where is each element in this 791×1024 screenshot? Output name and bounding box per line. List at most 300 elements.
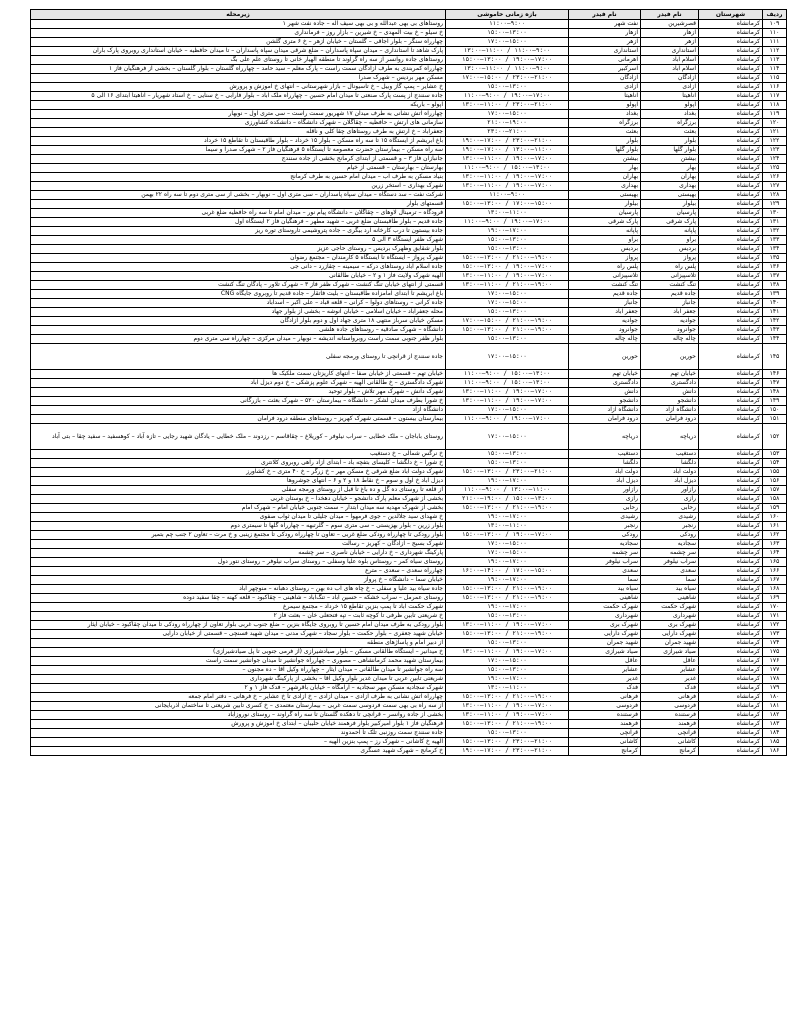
- feeder-cell: سعدی: [569, 567, 641, 576]
- area-cell: بلوار ظفر جنوبی سمت راست روبروآستانه اندیشه – نوبهار – میدان مرکزی – چهارراه سی متری دوم: [31, 335, 446, 344]
- row-number-cell: ۱۵۲: [763, 424, 787, 450]
- time-window-cell: ۱۵:۰۰–۱۳:۰۰ / ۲۱:۰۰–۱۹:۰۰: [446, 504, 569, 513]
- time-window-cell: ۱۳:۰۰–۱۱:۰۰: [446, 522, 569, 531]
- row-number-cell: ۱۴۴: [763, 335, 787, 344]
- row-number-cell: ۱۷۷: [763, 666, 787, 675]
- city-cell: آزادی: [641, 83, 699, 92]
- table-row: [31, 182, 787, 191]
- row-number-cell: ۱۷۸: [763, 675, 787, 684]
- table-row: [31, 540, 787, 549]
- area-cell: شهرک حکمت آباد تا پمپ بنزین تقاطع ۱۵ خرداد – مجتمع سیمرغ: [31, 603, 446, 612]
- area-cell: دانشگاه – شهرک صادقیه – روستاهای جاده هلشی: [31, 326, 446, 335]
- area-cell: از قلعه تا روستای ده گل و ده باغ تا قبل از روستای ورمجه سفلی: [31, 486, 446, 495]
- province-cell: کرمانشاه: [699, 648, 763, 657]
- area-cell: جعفرآباد – خ ارتش به طرف روستاهای چقا کلی و ناقله: [31, 128, 446, 137]
- time-window-cell: ۱۷:۰۰–۱۵:۰۰: [446, 549, 569, 558]
- time-window-cell: ۱۷:۰۰–۱۵:۰۰: [446, 424, 569, 450]
- table-row: [31, 468, 787, 477]
- area-cell: اپولو – باریکه: [31, 101, 446, 110]
- feeder-cell: سما: [569, 576, 641, 585]
- table-header-row: [31, 10, 787, 20]
- feeder-cell: درود فرامان: [569, 415, 641, 424]
- time-window-cell: ۱۵:۰۰–۱۳:۰۰ / ۱۹:۰۰–۱۷:۰۰: [446, 56, 569, 65]
- area-cell: فرهنگیان فاز ۱ بلوار امیرکبیر بلوار فرهمند خیابان حلیبان – ابتدای خ آموزش و پرورش: [31, 720, 446, 729]
- row-number-cell: ۱۸۲: [763, 711, 787, 720]
- table-row: [31, 450, 787, 459]
- city-cell: بهار: [641, 164, 699, 173]
- time-window-cell: ۱۵:۰۰–۱۳:۰۰: [446, 639, 569, 648]
- feeder-cell: بیلوار: [569, 200, 641, 209]
- area-cell: خ شورا بطرف میدان لشکر – دانشگاه – بیمارستان ۵۲۰ – شهرک بعثت – بازرگانی: [31, 397, 446, 406]
- time-window-cell: ۱۵:۰۰–۱۳:۰۰ / ۱۹:۰۰–۱۷:۰۰: [446, 531, 569, 540]
- area-cell: بخشی از شهرک معلم پارک دانشجو – خیابان دهخدا – خ بوستان غربی: [31, 495, 446, 504]
- area-cell: پارکینگ شهرداری – خ دارایی – خیابان ناصری – سر چشمه: [31, 549, 446, 558]
- city-cell: آزادگان: [641, 74, 699, 83]
- feeder-cell: فردوسی: [569, 702, 641, 711]
- time-window-cell: ۱۳:۰۰–۱۱:۰۰ / ۱۹:۰۰–۱۷:۰۰: [446, 388, 569, 397]
- time-window-cell: ۱۳:۰۰–۱۱:۰۰ / ۱۹:۰۰–۱۷:۰۰: [446, 272, 569, 281]
- city-cell: بردیس: [641, 245, 699, 254]
- city-cell: دولت آباد: [641, 468, 699, 477]
- city-cell: قرانچی: [641, 729, 699, 738]
- feeder-cell: فرهانی: [569, 693, 641, 702]
- city-cell: دریاچه: [641, 424, 699, 450]
- city-cell: شهرک دارایی: [641, 630, 699, 639]
- row-number-cell: ۱۷۹: [763, 684, 787, 693]
- time-window-cell: ۱۷:۰۰–۱۵:۰۰: [446, 38, 569, 47]
- city-cell: دانشجو: [641, 397, 699, 406]
- table-row: [31, 648, 787, 657]
- time-window-cell: ۱۱:۰۰–۹:۰۰: [446, 20, 569, 29]
- feeder-cell: پارسیان: [569, 209, 641, 218]
- row-number-cell: ۱۶۱: [763, 522, 787, 531]
- feeder-cell: قرانچی: [569, 729, 641, 738]
- table-row: [31, 684, 787, 693]
- table-row: [31, 585, 787, 594]
- table-row: [31, 747, 787, 756]
- time-window-cell: ۱۵:۰۰–۱۳:۰۰: [446, 245, 569, 254]
- province-cell: کرمانشاه: [699, 245, 763, 254]
- table-row: [31, 137, 787, 146]
- time-window-cell: ۱۵:۰۰–۱۳:۰۰: [446, 83, 569, 92]
- province-cell: کرمانشاه: [699, 576, 763, 585]
- city-cell: سجادیه: [641, 540, 699, 549]
- feeder-cell: بلوار گلها: [569, 146, 641, 155]
- row-number-cell: ۱۵۹: [763, 504, 787, 513]
- area-cell: جاده بیستون تا درب کارخانه آرد بیگری – جاده پتروشیمی تاروستای توره ریز: [31, 227, 446, 236]
- table-row: [31, 83, 787, 92]
- feeder-cell: پلس راه: [569, 263, 641, 272]
- province-cell: کرمانشاه: [699, 281, 763, 290]
- table-row: [31, 379, 787, 388]
- province-cell: کرمانشاه: [699, 173, 763, 182]
- province-cell: کرمانشاه: [699, 639, 763, 648]
- feeder-cell: رازی: [569, 495, 641, 504]
- row-number-cell: ۱۷۶: [763, 657, 787, 666]
- province-cell: کرمانشاه: [699, 738, 763, 747]
- row-number-cell: ۱۳۲: [763, 227, 787, 236]
- time-window-cell: ۱۹:۰۰–۱۷:۰۰ / ۲۳:۰۰–۲۱:۰۰: [446, 747, 569, 756]
- table-row: [31, 388, 787, 397]
- row-number-cell: ۱۲۳: [763, 146, 787, 155]
- header-feeder: نام فیدر: [569, 10, 641, 20]
- province-cell: کرمانشاه: [699, 495, 763, 504]
- feeder-cell: بهداری: [569, 182, 641, 191]
- time-window-cell: ۱۷:۰۰–۱۵:۰۰: [446, 110, 569, 119]
- feeder-cell: سجادیه: [569, 540, 641, 549]
- time-window-cell: ۱۳:۰۰–۱۱:۰۰ / ۲۳:۰۰–۲۱:۰۰: [446, 101, 569, 110]
- time-window-cell: ۱۵:۰۰–۱۳:۰۰ / ۲۳:۰۰–۲۱:۰۰: [446, 468, 569, 477]
- time-window-cell: ۱۷:۰۰–۱۵:۰۰ / ۲۱:۰۰–۱۹:۰۰: [446, 317, 569, 326]
- area-cell: شهرک دادگستری – خ طالقانی الهیه – شهرک علوم پزشکی – خ دوم دیزل آباد: [31, 379, 446, 388]
- city-cell: براو: [641, 236, 699, 245]
- row-number-cell: ۱۱۱: [763, 38, 787, 47]
- area-cell: خیابان شهید جعفری – بلوار حکمت – بلوار سجاد – شهرک مدنی – میدان شهید فسنچی – قسمتی از خیابان دارایی: [31, 630, 446, 639]
- city-cell: چاله چاله: [641, 335, 699, 344]
- table-row: [31, 576, 787, 585]
- row-number-cell: ۱۲۹: [763, 200, 787, 209]
- province-cell: کرمانشاه: [699, 549, 763, 558]
- province-cell: کرمانشاه: [699, 137, 763, 146]
- area-cell: خ کرمانج – شهرک شهید عسگری: [31, 747, 446, 756]
- table-body: [31, 20, 787, 756]
- table-row: [31, 630, 787, 639]
- feeder-cell: دادگستری: [569, 379, 641, 388]
- area-cell: سازمانی های ارتش – حافظیه – چقاگلان – شهرک دانشگاه – دانشکده کشاورزی: [31, 119, 446, 128]
- header-city: نام فیدر: [641, 10, 699, 20]
- area-cell: مسکن خیابان سرباز منتهی ۱۸ متری جهاد اول و دوم بلوار آزادگان: [31, 317, 446, 326]
- city-cell: فرهانی: [641, 693, 699, 702]
- time-window-cell: ۱۵:۰۰–۱۳:۰۰: [446, 459, 569, 468]
- area-cell: بلوار شقایق وظهرک بردیس – روستای حاجی عزیز: [31, 245, 446, 254]
- time-window-cell: ۱۵:۰۰–۱۳:۰۰: [446, 450, 569, 459]
- area-cell: چهارراه آتش نشانی به طرف آزادی – میدان آزادی – خ آزادی تا خ عشایر – خ فرهانی – دفتر امام جمعه: [31, 693, 446, 702]
- table-row: [31, 146, 787, 155]
- area-cell: شهرک بهداری – استخر زرین: [31, 182, 446, 191]
- table-row: [31, 459, 787, 468]
- area-cell: روستاهای بی بهی عبدالله و بی بهی سیف اله – جاده نفت شهر ۱: [31, 20, 446, 29]
- table-row: [31, 191, 787, 200]
- table-row: [31, 65, 787, 74]
- city-cell: رنجبر: [641, 522, 699, 531]
- province-cell: کرمانشاه: [699, 450, 763, 459]
- province-cell: کرمانشاه: [699, 630, 763, 639]
- table-row: [31, 397, 787, 406]
- area-cell: روستای عمرمل – سراب خشکه – حسین آباد – تنگ‌آباد – شاهینی – چقاکبود – قلعه کهنه – چقا سفید دوده: [31, 594, 446, 603]
- city-cell: شهرداری: [641, 612, 699, 621]
- row-number-cell: ۱۵۷: [763, 486, 787, 495]
- province-cell: کرمانشاه: [699, 513, 763, 522]
- feeder-cell: اپولو: [569, 101, 641, 110]
- province-cell: کرمانشاه: [699, 272, 763, 281]
- row-number-cell: ۱۱۸: [763, 101, 787, 110]
- row-number-cell: ۱۶۰: [763, 513, 787, 522]
- area-cell: از سه راه بی بهی سمت فردوسی سمت غربی – بیمارستان معتمدی – خ کسری تابین شریعتی تا ساختمان آذربایجانی: [31, 702, 446, 711]
- time-window-cell: ۱۳:۰۰–۱۱:۰۰ / ۱۹:۰۰–۱۷:۰۰: [446, 702, 569, 711]
- row-number-cell: ۱۵۶: [763, 477, 787, 486]
- province-cell: کرمانشاه: [699, 477, 763, 486]
- area-cell: جانبازان فاز ۳ – و قسمتی از ابتدای کرمانج بخشی از جاده سنندج: [31, 155, 446, 164]
- row-number-cell: ۱۵۱: [763, 415, 787, 424]
- province-cell: کرمانشاه: [699, 38, 763, 47]
- row-number-cell: ۱۶۵: [763, 558, 787, 567]
- time-window-cell: ۲۳:۰۰–۲۱:۰۰: [446, 128, 569, 137]
- time-window-cell: ۱۵:۰۰–۱۳:۰۰ / ۲۱:۰۰–۱۹:۰۰: [446, 585, 569, 594]
- time-window-cell: ۱۳:۰۰–۱۱:۰۰ / ۱۹:۰۰–۱۷:۰۰: [446, 648, 569, 657]
- time-window-cell: ۱۷:۰۰–۱۵:۰۰ / ۲۳:۰۰–۲۱:۰۰: [446, 74, 569, 83]
- row-number-cell: ۱۲۸: [763, 191, 787, 200]
- area-cell: خیابان تهم – قسمتی از خیابان صفا – انتهای کاریزتان سمت ملکیک ها: [31, 370, 446, 379]
- time-window-cell: ۱۳:۰۰–۱۱:۰۰: [446, 684, 569, 693]
- time-window-cell: ۱۳:۰۰–۱۱:۰۰ / ۱۹:۰۰–۱۷:۰۰: [446, 182, 569, 191]
- row-number-cell: ۱۶۴: [763, 549, 787, 558]
- area-cell: فرودگاه – ترمینال لاوهای – چقاگلان – دانشگاه پیام نور – میدان امام تا سه راه حافظیه ضلع غربی: [31, 209, 446, 218]
- time-window-cell: ۱۱:۰۰–۹:۰۰ / ۱۵:۰۰–۱۳:۰۰: [446, 370, 569, 379]
- row-number-cell: ۱۱۵: [763, 74, 787, 83]
- province-cell: کرمانشاه: [699, 209, 763, 218]
- row-number-cell: ۱۶۷: [763, 576, 787, 585]
- city-cell: فرستنده: [641, 711, 699, 720]
- table-row: [31, 675, 787, 684]
- city-cell: دانش: [641, 388, 699, 397]
- city-cell: شهرک حکمت: [641, 603, 699, 612]
- table-row: [31, 263, 787, 272]
- time-window-cell: ۱۷:۰۰–۱۵:۰۰: [446, 540, 569, 549]
- province-cell: کرمانشاه: [699, 531, 763, 540]
- row-number-cell: ۱۱۰: [763, 29, 787, 38]
- row-number-cell: ۱۴۶: [763, 370, 787, 379]
- city-cell: شهید جمران: [641, 639, 699, 648]
- feeder-cell: کاشانی: [569, 738, 641, 747]
- table-row: [31, 209, 787, 218]
- time-window-cell: ۱۵:۰۰–۱۳:۰۰ / ۲۱:۰۰–۱۹:۰۰: [446, 630, 569, 639]
- area-cell: خیابان سما – دانشگاه – خ پرواز: [31, 576, 446, 585]
- province-cell: کرمانشاه: [699, 406, 763, 415]
- time-window-cell: ۱۳:۰۰–۱۱:۰۰ / ۲۱:۰۰–۱۹:۰۰: [446, 281, 569, 290]
- province-cell: کرمانشاه: [699, 110, 763, 119]
- feeder-cell: آناهیتا: [569, 92, 641, 101]
- time-window-cell: ۲۱:۰۰–۱۹:۰۰: [446, 119, 569, 128]
- feeder-cell: تلاسپیزانی: [569, 272, 641, 281]
- feeder-cell: شاهینی: [569, 594, 641, 603]
- table-row: [31, 531, 787, 540]
- row-number-cell: ۱۴۱: [763, 308, 787, 317]
- time-window-cell: ۱۳:۰۰–۱۱:۰۰ / ۱۱:۰۰–۹:۰۰: [446, 47, 569, 56]
- city-cell: آناهیتا: [641, 92, 699, 101]
- city-cell: بغداد: [641, 110, 699, 119]
- time-window-cell: ۱۵:۰۰–۱۳:۰۰: [446, 335, 569, 344]
- time-window-cell: ۱۱:۰۰–۹:۰۰ / ۱۹:۰۰–۱۷:۰۰: [446, 92, 569, 101]
- city-cell: عشایر: [641, 666, 699, 675]
- city-cell: شهرک بری: [641, 621, 699, 630]
- feeder-cell: اهرمانی: [569, 56, 641, 65]
- province-cell: کرمانشاه: [699, 468, 763, 477]
- province-cell: کرمانشاه: [699, 236, 763, 245]
- area-cell: خ عشایر – پمپ گاز وبیل – خ تاسیونال – بازار شهرستانی – انتهای خ آموزش و پرورش: [31, 83, 446, 92]
- city-cell: حورین: [641, 344, 699, 370]
- row-number-cell: ۱۷۲: [763, 621, 787, 630]
- province-cell: کرمانشاه: [699, 326, 763, 335]
- row-number-cell: ۱۲۶: [763, 173, 787, 182]
- table-row: [31, 406, 787, 415]
- row-number-cell: ۱۶۸: [763, 585, 787, 594]
- city-cell: پلس راه: [641, 263, 699, 272]
- time-window-cell: ۱۵:۰۰–۱۳:۰۰: [446, 29, 569, 38]
- feeder-cell: استانداری: [569, 47, 641, 56]
- city-cell: کرمانج: [641, 747, 699, 756]
- province-cell: کرمانشاه: [699, 424, 763, 450]
- feeder-cell: تنگ کنشت: [569, 281, 641, 290]
- time-window-cell: ۱۱:۰۰–۹:۰۰ / ۱۹:۰۰–۱۷:۰۰: [446, 415, 569, 424]
- row-number-cell: ۱۳۹: [763, 290, 787, 299]
- table-row: [31, 119, 787, 128]
- province-cell: کرمانشاه: [699, 522, 763, 531]
- table-row: [31, 227, 787, 236]
- area-cell: خ سیلو – خ بیت المهدی – خ شیرین – بازار روز – فرمانداری: [31, 29, 446, 38]
- table-row: [31, 711, 787, 720]
- row-number-cell: ۱۸۰: [763, 693, 787, 702]
- area-cell: شرکت نفت – سد دستگاه – میدان سپاه پاسداران – سی متری اول – نوبهار – بخشی از سی متری دوم تا سه راه ۲۲ بهمن: [31, 191, 446, 200]
- feeder-cell: شهرک حکمت: [569, 603, 641, 612]
- time-window-cell: ۱۷:۰۰–۱۵:۰۰: [446, 299, 569, 308]
- time-window-cell: ۱۳:۰۰–۱۱:۰۰ / ۱۹:۰۰–۱۷:۰۰: [446, 711, 569, 720]
- area-cell: شهرک ظفر ایستگاه ۳ الی ۵: [31, 236, 446, 245]
- province-cell: کرمانشاه: [699, 128, 763, 137]
- table-row: [31, 326, 787, 335]
- feeder-cell: ازهار: [569, 29, 641, 38]
- province-cell: کرمانشاه: [699, 254, 763, 263]
- province-cell: کرمانشاه: [699, 155, 763, 164]
- row-number-cell: ۱۵۰: [763, 406, 787, 415]
- table-row: [31, 38, 787, 47]
- province-cell: کرمانشاه: [699, 684, 763, 693]
- province-cell: کرمانشاه: [699, 729, 763, 738]
- time-window-cell: ۱۹:۰۰–۱۷:۰۰: [446, 558, 569, 567]
- time-window-cell: ۱۵:۰۰–۱۳:۰۰: [446, 308, 569, 317]
- area-cell: بلوار رودکی به طرف میدان امام حسین تا روبروی جایگاه بنزین – ضلع جنوب غربی بلوار تعاون از چهارراه رودکی تا میدان چقاکبود – خیابان ایثار: [31, 621, 446, 630]
- table-row: [31, 56, 787, 65]
- row-number-cell: ۱۳۳: [763, 236, 787, 245]
- area-cell: دیزل آباد خ اول و سوم – خ نقاط ۱۸ و ۲ و ۶ – انتهای جوشروها: [31, 477, 446, 486]
- row-number-cell: ۱۸۵: [763, 738, 787, 747]
- row-number-cell: ۱۴۸: [763, 388, 787, 397]
- province-cell: کرمانشاه: [699, 227, 763, 236]
- table-row: [31, 47, 787, 56]
- feeder-cell: کرمانج: [569, 747, 641, 756]
- area-cell: بلوار زرین – بلوار بهزیستی – سی متری سوم – گلرتبهه – چهارراه گلها تا سیمتری دوم: [31, 522, 446, 531]
- time-window-cell: ۱۷:۰۰–۱۵:۰۰: [446, 344, 569, 370]
- table-row: [31, 558, 787, 567]
- row-number-cell: ۱۲۰: [763, 119, 787, 128]
- province-cell: کرمانشاه: [699, 344, 763, 370]
- row-number-cell: ۱۸۶: [763, 747, 787, 756]
- area-cell: شریعتی تابین عربی تا میدان غدیر بلوار وکیل آقا – بخشی از پارکینگ شهرداری: [31, 675, 446, 684]
- province-cell: کرمانشاه: [699, 182, 763, 191]
- row-number-cell: ۱۰۹: [763, 20, 787, 29]
- area-cell: جاده سنندج از قرانچی تا روستای ورمجه سفلی: [31, 344, 446, 370]
- area-cell: شهرک پرواز – ایستگاه تا ایستگاه ۵ کارمندان – مجتمع رضوان: [31, 254, 446, 263]
- feeder-cell: چاله چاله: [569, 335, 641, 344]
- area-cell: روستاهای جاده روانسر از سه راه گراوند تا منطقه الهیار خانی تا روستای علم علی بگ: [31, 56, 446, 65]
- area-cell: جاده کرانی – روستاهای دولوا – کرانی – قلعه قباد – علی اکبر – اسدآباد: [31, 299, 446, 308]
- area-cell: خ شورا – خ دلگشا – کلیسای بتفچه باد – ابتدای آزاد راهی روبروی کلانتری: [31, 459, 446, 468]
- table-row: [31, 317, 787, 326]
- time-window-cell: ۱۹:۰۰–۱۷:۰۰: [446, 576, 569, 585]
- area-cell: بیمارستان بیستون – قسمتی شهرک کهریز – روستاهای منطقه درود فرامان: [31, 415, 446, 424]
- row-number-cell: ۱۳۵: [763, 254, 787, 263]
- row-number-cell: ۱۴۳: [763, 326, 787, 335]
- feeder-cell: رشیدی: [569, 513, 641, 522]
- row-number-cell: ۱۵۳: [763, 450, 787, 459]
- table-row: [31, 621, 787, 630]
- city-cell: دادگستری: [641, 379, 699, 388]
- province-cell: کرمانشاه: [699, 747, 763, 756]
- row-number-cell: ۱۲۵: [763, 164, 787, 173]
- table-row: [31, 504, 787, 513]
- province-cell: کرمانشاه: [699, 290, 763, 299]
- feeder-cell: شهرک بری: [569, 621, 641, 630]
- time-window-cell: ۱۹:۰۰–۱۷:۰۰: [446, 477, 569, 486]
- table-row: [31, 720, 787, 729]
- province-cell: کرمانشاه: [699, 558, 763, 567]
- province-cell: کرمانشاه: [699, 459, 763, 468]
- time-window-cell: ۱۵:۰۰–۱۳:۰۰ / ۲۱:۰۰–۱۹:۰۰: [446, 326, 569, 335]
- province-cell: کرمانشاه: [699, 335, 763, 344]
- city-cell: جعفر آباد: [641, 308, 699, 317]
- city-cell: جوانرود: [641, 326, 699, 335]
- feeder-cell: صیاد شیرازی: [569, 648, 641, 657]
- province-cell: کرمانشاه: [699, 657, 763, 666]
- time-window-cell: ۱۳:۰۰–۱۱:۰۰ / ۱۹:۰۰–۱۷:۰۰: [446, 155, 569, 164]
- province-cell: کرمانشاه: [699, 693, 763, 702]
- row-number-cell: ۱۶۳: [763, 540, 787, 549]
- time-window-cell: ۱۵:۰۰–۱۳:۰۰ / ۱۷:۰۰–۱۵:۰۰: [446, 200, 569, 209]
- province-cell: کرمانشاه: [699, 47, 763, 56]
- city-cell: فرهمند: [641, 720, 699, 729]
- city-cell: پارسیان: [641, 209, 699, 218]
- area-cell: روستای سیاه کمر – روستاس بلوه علیا وسفلی – روستای سراب نیلوفر – روستای نتور دول: [31, 558, 446, 567]
- city-cell: پاپانه: [641, 227, 699, 236]
- city-cell: بلوار گلها: [641, 146, 699, 155]
- city-cell: جوادیه: [641, 317, 699, 326]
- time-window-cell: ۱۵:۰۰–۱۳:۰۰: [446, 666, 569, 675]
- table-row: [31, 74, 787, 83]
- row-number-cell: ۱۳۶: [763, 263, 787, 272]
- time-window-cell: ۱۷:۰۰–۱۵:۰۰: [446, 657, 569, 666]
- feeder-cell: بهاران: [569, 173, 641, 182]
- city-cell: رحابی: [641, 504, 699, 513]
- table-row: [31, 612, 787, 621]
- province-cell: کرمانشاه: [699, 594, 763, 603]
- province-cell: کرمانشاه: [699, 92, 763, 101]
- row-number-cell: ۱۱۹: [763, 110, 787, 119]
- table-row: [31, 173, 787, 182]
- area-cell: بیمارستان شهید محمد کرمانشاهی – مصوری – چهارراه جوانشیر تا میدان جوانشیر سمت راست: [31, 657, 446, 666]
- table-row: [31, 486, 787, 495]
- time-window-cell: ۱۳:۰۰–۱۱:۰۰ / ۱۹:۰۰–۱۷:۰۰: [446, 621, 569, 630]
- table-row: [31, 693, 787, 702]
- row-number-cell: ۱۵۵: [763, 468, 787, 477]
- area-cell: پارک شاهد تا استانداری – میدان سپاه پاسداران – ضلع شرقی میدان سپاه پاسداران – تا میدان حافظیه – خیابان استانداری روبروی پارک باران: [31, 47, 446, 56]
- feeder-cell: جاده قدیم: [569, 290, 641, 299]
- province-cell: کرمانشاه: [699, 101, 763, 110]
- city-cell: پرواز: [641, 254, 699, 263]
- area-cell: خ شهدای سید جلالدین – جوی فرمهوا – میدان جلیلی تا میدان ثواب صفوی: [31, 513, 446, 522]
- time-window-cell: ۱۹:۰۰–۱۷:۰۰ / ۲۳:۰۰–۲۱:۰۰: [446, 137, 569, 146]
- province-cell: کرمانشاه: [699, 74, 763, 83]
- area-cell: سه راه جوانشیر تا میدان طالقانی – میدان ایثار – چهارراه وکیل آقا – ده مجنون –: [31, 666, 446, 675]
- area-cell: خ شریعتی تابین ظرفی تا کوچه ثابت – تپه فتحعلی خان – بعثت فاز ۲: [31, 612, 446, 621]
